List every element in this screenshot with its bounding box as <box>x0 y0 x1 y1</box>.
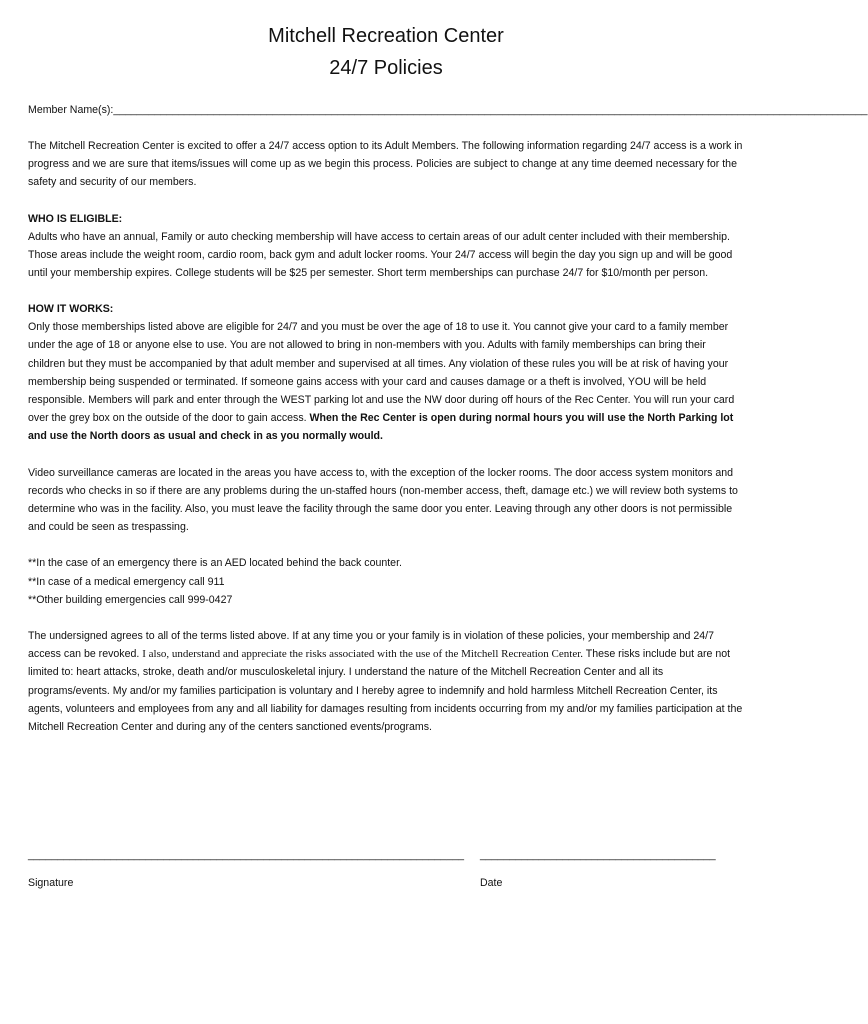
page-subtitle: 24/7 Policies <box>329 57 443 79</box>
date-field[interactable]: ________________________________________ <box>480 849 716 861</box>
how-it-works-bold-text: When the Rec Center is open during normal hours you will use the North Parking lot and use the North doors as usual and check in as you normally would. <box>28 412 734 443</box>
emergency-line-aed: **In the case of an emergency there is an AED located behind the back counter. <box>28 557 402 570</box>
signature-field[interactable]: __________________________________________________________________________ <box>28 849 464 861</box>
how-it-works-paragraph <box>28 318 744 445</box>
member-name-line <box>28 101 868 119</box>
how-it-works-text: Only those memberships listed above are eligible for 24/7 and you must be over the age of 18 to use it. You cannot give your card to a family member under the age of 18 or anyone else to use. You are not allowed to bring in non-members with you. Adults with family memberships can bring their children but they must be accompanied by that adult member and supervised at all times. Any violation of these rules you will be at risk of having your membership being suspended or terminated. If someone gains access with your card and causes damage or a theft is involved, YOU will be held responsible. Members will park and enter through the WEST parking lot and use the NW door during off hours of the Rec Center. You will run your card over the grey box on the outside of the door to gain access. <box>28 321 735 425</box>
intro-paragraph: The Mitchell Recreation Center is excited to offer a 24/7 access option to its Adult Members. The following information regarding 24/7 access is a work in progress and we are sure that items/issues will come up as we begin this process. Policies are subject to change at any time deemed necessary for the safety and security of our members. <box>28 140 743 189</box>
signature-label: Signature <box>28 877 74 889</box>
signature-section <box>28 846 744 906</box>
agreement-text-1: The undersigned agrees to all of the terms listed above. If at any time you or your family is in violation of these policies, your membership and 24/7 access can be revoked. <box>28 630 715 661</box>
member-name-label: Member Name(s): <box>28 104 114 116</box>
eligible-heading: WHO IS ELIGIBLE: <box>28 212 123 225</box>
emergency-line-medical: **In case of a medical emergency call 911 <box>28 575 225 588</box>
agreement-text-2: I also, understand and appreciate the risks associated with the use of the Mitchell Recreation Center. <box>142 648 584 661</box>
emergency-line-other: **Other building emergencies call 999-0427 <box>28 593 233 606</box>
policy-document <box>28 20 868 736</box>
page-title: Mitchell Recreation Center <box>268 25 504 47</box>
agreement-text-3: These risks include but are not limited to: heart attacks, stroke, death and/or musculoskeletal injury. I understand the nature of the Mitchell Recreation Center and all its programs/events. My and/or my families participation is voluntary and I hereby agree to indemnify and hold harmless Mitchell Recreation Center, its agents, volunteers and employees from any and all liability for damages resulting from incidents occurring from my and/or my families participation at the Mitchell Recreation Center and during any of the centers sanctioned events/programs. <box>28 648 743 734</box>
eligible-paragraph: Adults who have an annual, Family or auto checking membership will have access to certain areas of our adult center included with their membership. Those areas include the weight room, cardio room, back gym and adult locker rooms. Your 24/7 access will begin the day you sign up and will be good until your membership expires. College students will be $25 per semester. Short term memberships can purchase 24/7 for $10/month per person. <box>28 230 733 280</box>
date-label: Date <box>480 877 503 889</box>
video-surveillance-paragraph: Video surveillance cameras are located in the areas you have access to, with the exception of the locker rooms. The door access system monitors and records who checks in so if there are any problems during the un-staffed hours (non-member access, theft, damage etc.) we will review both systems to determine who was in the facility. Also, you must leave the facility through the same door you enter. Leaving through any other doors is not permissible and could be seen as trespassing. <box>28 466 738 534</box>
agreement-paragraph <box>28 627 744 736</box>
member-name-field[interactable]: ________________________________________________________________________________________________________________________________ <box>113 104 868 116</box>
how-it-works-heading: HOW IT WORKS: <box>28 303 114 316</box>
